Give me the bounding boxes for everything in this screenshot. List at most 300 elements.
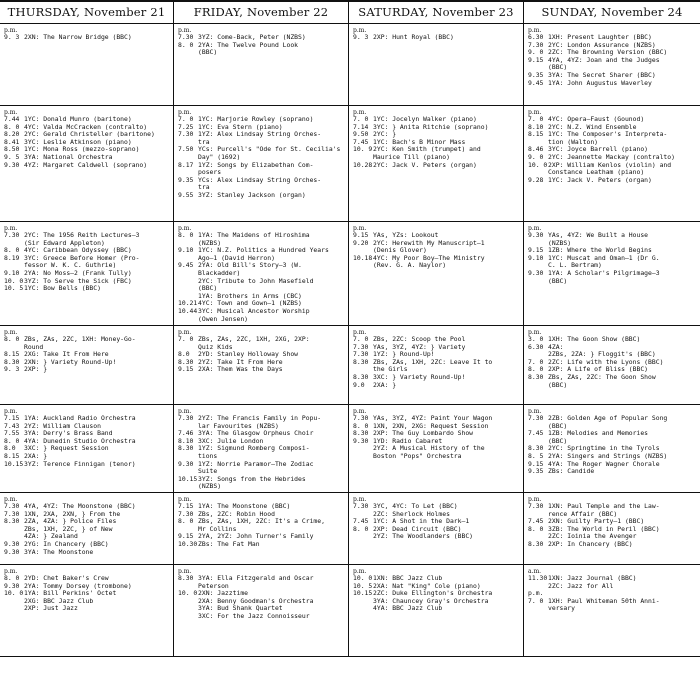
time: 7.15 [178, 502, 194, 510]
programme-line [178, 366, 346, 374]
time: 9.30 [528, 268, 544, 277]
programme-line [528, 518, 698, 526]
listing-cell [524, 24, 700, 106]
programme-line [528, 575, 698, 583]
programme-text: 2YC: Jeannette Mackay (contralto) [548, 153, 675, 161]
programme-line [178, 518, 346, 526]
programme-line [528, 42, 698, 50]
programme-text: 1XN: BBC Jazz Club [373, 575, 443, 582]
programme-line [178, 293, 346, 301]
time: 8.20 [4, 130, 20, 139]
time: 8.17 [178, 160, 194, 169]
listing-cell [524, 405, 700, 493]
day-header-row [0, 0, 700, 24]
listing-cell [0, 493, 174, 565]
listing-cell [0, 222, 174, 326]
programme-text: 2XP: William Kenlos (violin) and [548, 161, 672, 169]
programme-line [178, 116, 346, 124]
time [178, 598, 198, 606]
programme-line [353, 445, 521, 453]
programme-text: 3YA: Bud Shank Quartet [198, 605, 283, 613]
programme-text: 4YA: The Roger Wagner Chorale [548, 460, 660, 468]
period-label: p.m. [353, 408, 367, 415]
listings-grid [0, 24, 700, 657]
time: 9.15 [528, 55, 544, 64]
programme-line [528, 583, 698, 591]
programme-text: Day" (1692) [198, 153, 241, 161]
time: 8.50 [4, 145, 20, 154]
listing-cell [524, 326, 700, 405]
programme-line [178, 240, 346, 248]
programme-text: 2YC: Gerald Christeller (baritone) [24, 131, 155, 139]
programme-text: 2ZA, 4ZA: } Police Files [24, 518, 117, 526]
programme-text: 3YA: National Orchestra [24, 153, 113, 161]
programme-text: tra [198, 138, 210, 146]
programme-text: (BBC) [548, 277, 568, 285]
programme-line [178, 583, 346, 591]
programme-line [178, 511, 346, 519]
programme-text: 1YC: Marjorie Rowley (soprano) [198, 116, 314, 123]
time [178, 49, 198, 57]
programme-line [4, 139, 171, 147]
programme-line [4, 34, 171, 42]
programme-line [4, 533, 171, 541]
programme-text: 3YZ: To Serve the Sick (FBC) [24, 277, 132, 285]
programme-text: (Denis Glover) [373, 247, 427, 255]
time: 7.30 [528, 40, 544, 49]
time: 8. 0 [528, 365, 544, 374]
time: 7.45 [353, 517, 369, 526]
time: 9.10 [528, 253, 544, 262]
listing-cell [349, 106, 524, 222]
time: 7. 0 [178, 335, 194, 343]
programme-text: 1YC: Jocelyn Walker (piano) [373, 116, 477, 123]
programme-line [528, 533, 698, 541]
listing-cell [174, 106, 349, 222]
programme-text: 2XA: Them Was the Days [198, 366, 283, 374]
programme-text: ZBs, ZAs, 2ZC: The Goon Show [548, 373, 656, 381]
programme-line [528, 240, 698, 248]
programme-text: 1XN, 2XA, 2XN, } From the [24, 510, 121, 518]
programme-text: 2XN: Jazztime [198, 590, 249, 598]
programme-line [353, 598, 521, 606]
programme-text: 4YC: Town and Gown—1 (NZBS) [198, 300, 302, 308]
time: 7.45 [528, 517, 544, 526]
time: 9.30 [528, 231, 544, 239]
programme-line [528, 247, 698, 255]
listing-cell [174, 493, 349, 565]
period-label: p.m. [178, 496, 192, 503]
programme-line [4, 336, 171, 344]
programme-text: (BBC) [198, 285, 218, 293]
programme-line [178, 613, 346, 621]
time: 9.15 [353, 231, 369, 239]
time [353, 598, 373, 606]
programme-text: 2YZ: The Francis Family in Popu- [198, 415, 322, 422]
programme-line [528, 351, 698, 359]
listing-cell [349, 565, 524, 657]
period-label: p.m. [528, 225, 542, 232]
programme-text: 1YC: N.Z. Politics a Hundred Years [198, 247, 329, 255]
programme-line [4, 366, 171, 374]
listing-cell [0, 326, 174, 405]
programme-line [353, 533, 521, 541]
programme-line [178, 476, 346, 484]
programme-text: fessor W. K. C. Guthrie) [24, 262, 117, 270]
programme-line [178, 533, 346, 541]
programme-line [528, 154, 698, 162]
time: 8.10 [178, 436, 194, 445]
programme-text: the Girls [373, 366, 408, 374]
programme-line [353, 262, 521, 270]
time [528, 278, 548, 286]
listing-cell [174, 222, 349, 326]
programme-line [353, 438, 521, 446]
time: 8.30 [178, 357, 194, 366]
time [4, 598, 24, 606]
programme-line [178, 262, 346, 270]
programme-line [178, 415, 346, 423]
programme-line [178, 468, 346, 476]
programme-line [528, 64, 698, 72]
time: 7.30 [528, 502, 544, 510]
programme-line [178, 139, 346, 147]
time: 10.15 [178, 474, 198, 483]
programme-line [353, 526, 521, 534]
programme-line [4, 518, 171, 526]
time: 7.30 [178, 414, 194, 422]
time: 8.15 [4, 451, 20, 460]
time [178, 278, 198, 286]
programme-text: 1YA: A Scholar's Pilgrimage—3 [548, 269, 660, 277]
programme-line [4, 511, 171, 519]
time: 9.55 [178, 190, 194, 199]
programme-text: YAs, YZs: Lookout [373, 232, 439, 239]
day-header: SUNDAY, November 24 [541, 5, 683, 19]
programme-line [353, 518, 521, 526]
programme-text: 4YA: Dunedin Studio Orchestra [24, 437, 136, 445]
programme-line [353, 255, 521, 263]
time [4, 526, 24, 534]
programme-text: 1YC: A Shot in the Dark—1 [373, 518, 470, 526]
programme-line [178, 247, 346, 255]
programme-text: 3YZ: Songs from the Hebrides [198, 475, 306, 483]
programme-line [528, 116, 698, 124]
listing-cell [174, 565, 349, 657]
programme-line [528, 415, 698, 423]
programme-text: 2YC: Tribute to John Masefield [198, 277, 314, 285]
programme-text: 3YA: The Glasgow Orpheus Choir [198, 430, 314, 438]
programme-text: 2XP: Dead Circuit (BBC) [373, 525, 462, 533]
programme-text: 2YC: N.Z. Wind Ensemble [548, 123, 637, 131]
time: 8.30 [178, 574, 194, 582]
time: 9.15 [528, 246, 544, 255]
programme-line [353, 336, 521, 344]
programme-line [178, 359, 346, 367]
programme-text: posers [198, 169, 222, 177]
time: 11.30 [528, 574, 548, 582]
programme-text: Blackadder) [198, 269, 241, 277]
programme-text: 1YC: Donald Munro (baritone) [24, 116, 132, 123]
programme-text: 2YA: No Moss—2 (Frank Tully) [24, 269, 132, 277]
programme-text: 1XN: Paul Temple and the Law- [548, 503, 660, 510]
time: 8.19 [4, 253, 20, 262]
programme-line [178, 154, 346, 162]
period-label: p.m. [353, 329, 367, 336]
programme-line [353, 453, 521, 461]
time: 9.28 [528, 175, 544, 184]
programme-text: 3YZ: Come-Back, Peter (NZBS) [198, 34, 306, 41]
programme-text: 1YC: Mona Ross (mezzo-soprano) [24, 146, 140, 154]
programme-text: 4YC: My Poor Boy—The Ministry [373, 254, 485, 262]
time: 9. 0 [528, 48, 544, 57]
programme-text: 4YA: BBC Jazz Club [373, 605, 443, 613]
listing-cell [349, 493, 524, 565]
programme-line [178, 34, 346, 42]
programme-line [4, 351, 171, 359]
time: 9. 3 [353, 33, 369, 41]
programme-text: 3YA: Ella Fitzgerald and Oscar [198, 575, 314, 582]
programme-text: 3YA: The Secret Sharer (BBC) [548, 71, 656, 79]
time: 9.45 [178, 261, 194, 270]
time [353, 533, 373, 541]
programme-line [353, 503, 521, 511]
programme-line [178, 278, 346, 286]
programme-text: 2ZC: The Browning Version (BBC) [548, 49, 668, 57]
programme-text: 2YA: Old Bill's Story—3 (W. [198, 262, 302, 270]
programme-line [4, 590, 171, 598]
programme-text: 2YA: The Twelve Pound Look [198, 41, 299, 49]
programme-line [528, 382, 698, 390]
programme-text: 2YZ: William Clauson [24, 422, 101, 430]
programme-text: C. L. Bertram) [548, 262, 602, 270]
programme-line [528, 262, 698, 270]
period-label: p.m. [4, 496, 18, 503]
programme-text: 2XP: Just Jazz [24, 605, 78, 613]
programme-text: 4YA, 4YZ: Joan and the Judges [548, 56, 660, 64]
day-header: FRIDAY, November 22 [174, 2, 349, 23]
programme-text: 1YA: Bill Perkins' Octet [24, 590, 117, 598]
programme-line [4, 232, 171, 240]
programme-line [178, 232, 346, 240]
listing-cell [174, 24, 349, 106]
time: 7.44 [4, 115, 20, 123]
listing-cell [524, 493, 700, 565]
time: 7.30 [528, 414, 544, 422]
listing-cell [0, 106, 174, 222]
programme-text: 4YC: Valda McCracken (contralto) [24, 123, 148, 131]
time: 10. 5 [353, 581, 373, 590]
time: 7.30 [178, 130, 194, 139]
time: 10.44 [178, 306, 198, 315]
programme-line [353, 605, 521, 613]
programme-line [353, 366, 521, 374]
period-label: p.m. [4, 27, 18, 34]
programme-text: ZBs, ZAs, 2ZC, 1XH, 2XG, 2XP: [198, 336, 310, 343]
programme-text: 1YC: Bow Bells (BBC) [24, 285, 101, 293]
programme-line [353, 146, 521, 154]
time: 8. 0 [178, 40, 194, 49]
listing-cell [174, 405, 349, 493]
programme-line [178, 308, 346, 316]
programme-line [178, 285, 346, 293]
time [178, 483, 198, 491]
time: 8.30 [353, 372, 369, 381]
programme-text: 3YA: Derry's Brass Band [24, 430, 113, 438]
programme-text: 1XN: Jazz Journal (BBC) [548, 575, 637, 582]
time: 7.30 [178, 33, 194, 41]
programme-text: 2XA: Nat "King" Cole (piano) [373, 582, 481, 590]
programme-text: 1YZ: } Round-Up! [373, 351, 435, 359]
time: 7.30 [353, 350, 369, 359]
time: 7.25 [178, 122, 194, 131]
programme-text: 2YC: The 1956 Reith Lectures—3 [24, 232, 140, 239]
programme-text: 2YC: } [373, 131, 397, 139]
programme-line [178, 453, 346, 461]
programme-text: rence Affair (BBC) [548, 510, 618, 518]
time: 7. 0 [528, 596, 544, 605]
programme-line [528, 34, 698, 42]
programme-text: 1YZ: Songs by Elizabethan Com- [198, 161, 314, 169]
programme-text: 3YC: Joyce Barrell (piano) [548, 146, 649, 154]
programme-line [4, 453, 171, 461]
time: 7.30 [4, 509, 20, 518]
listing-cell [0, 405, 174, 493]
programme-text: tion (Walton) [548, 138, 599, 146]
programme-line [178, 503, 346, 511]
programme-text: Round [24, 343, 44, 351]
programme-text: 4YC: Caribbean Odyssey (BBC) [24, 247, 132, 255]
programme-line [528, 423, 698, 431]
programme-text: 2YA: Tommy Dorsey (trombone) [24, 582, 132, 590]
programme-line [528, 177, 698, 185]
time [353, 453, 373, 461]
programme-line [4, 575, 171, 583]
period-label: p.m. [4, 329, 18, 336]
programme-line [178, 590, 346, 598]
time: 8.10 [528, 122, 544, 131]
time: 8.0 [4, 444, 16, 453]
programme-text: 1XH: The Goon Show (BBC) [548, 336, 641, 343]
programme-text: 2YA: Singers and Strings (NZBS) [548, 452, 668, 460]
period-label: p.m. [353, 496, 367, 503]
time [178, 270, 198, 278]
programme-text: 1YZ: Sigmund Romberg Composi- [198, 445, 310, 453]
time: 8.15 [4, 350, 20, 359]
programme-line [178, 351, 346, 359]
programme-text: 2XN: } Variety Round-Up! [24, 358, 117, 366]
programme-line [178, 344, 346, 352]
programme-line [4, 541, 171, 549]
time [353, 262, 373, 270]
programme-text: 2ZC: Duke Ellington's Orchestra [373, 590, 493, 598]
time: 8.30 [178, 444, 194, 453]
programme-text: ZBs: Candide [548, 468, 595, 476]
programme-line [528, 374, 698, 382]
programme-text: 2YG: In Chancery (BBC) [24, 540, 109, 548]
time: 10. 0 [178, 589, 198, 598]
programme-line [178, 423, 346, 431]
programme-line [353, 34, 521, 42]
time: 8.41 [4, 137, 20, 146]
listing-cell [524, 565, 700, 657]
period-label: p.m. [353, 27, 367, 34]
listing-cell [349, 222, 524, 326]
programme-line [4, 124, 171, 132]
programme-text: 3XC: } Variety Round-Up! [373, 373, 466, 381]
time [353, 605, 373, 613]
programme-text: 1XH: Paul Whiteman 50th Anni- [548, 597, 660, 605]
time: 10. 0 [4, 589, 24, 598]
programme-text: 1YC: The Composer's Interpreta- [548, 131, 668, 139]
programme-text: 1YC: Jack V. Peters (organ) [548, 176, 652, 184]
listing-cell [349, 405, 524, 493]
programme-text: 1YC: Muscat and Oman—1 (Dr G. [548, 254, 660, 262]
time: 7.30 [4, 502, 20, 510]
time: 9. 3 [4, 365, 20, 374]
programme-line [528, 139, 698, 147]
programme-line [178, 177, 346, 185]
time: 9.15 [178, 365, 194, 374]
programme-line [528, 605, 698, 613]
time [528, 605, 548, 613]
period-label: p.m. [4, 109, 18, 116]
programme-text: 1YA: Brothers in Arms (CBC) [198, 292, 302, 300]
programme-line [4, 438, 171, 446]
programme-line [353, 124, 521, 132]
programme-text: YCs: Alex Lindsay String Orches- [198, 176, 322, 184]
time: 10.30 [178, 539, 198, 548]
time: 9.50 [353, 130, 369, 139]
programme-line [528, 49, 698, 57]
time: 8.30 [528, 372, 544, 381]
period-label: p.m. [178, 225, 192, 232]
programme-text: 1XH: Present Laughter (BBC) [548, 34, 652, 41]
programme-text: 3YC: Leslie Atkinson (piano) [24, 138, 132, 146]
time: 9.15 [528, 459, 544, 468]
time: 8.30 [353, 429, 369, 438]
period-label: p.m. [528, 27, 542, 34]
time: 7. 0 [178, 115, 194, 123]
programme-line [528, 445, 698, 453]
programme-line [353, 415, 521, 423]
programme-line [178, 131, 346, 139]
programme-text: 2ZC: Ioinia the Avenger [548, 533, 637, 541]
time: 9.35 [528, 70, 544, 79]
time: 8.0 [178, 350, 190, 359]
programme-text: ZBs, 2ZC: Robin Hood [198, 510, 275, 518]
programme-text: 2ZC: Jazz for All [548, 582, 614, 590]
time: 8. 0 [528, 524, 544, 533]
programme-text: (NZBS) [198, 483, 222, 491]
time [178, 316, 198, 324]
programme-line [4, 605, 171, 613]
period-label: p.m. [4, 408, 18, 415]
programme-text: 4YC: Opera—Faust (Gounod) [548, 116, 645, 123]
time: 10. 9 [353, 145, 373, 154]
period-label: p.m. [528, 329, 542, 336]
programme-text: 1XN, 2XN, 2XG: Request Session [373, 422, 489, 430]
time: 9.30 [4, 581, 20, 590]
time: 10. 0 [353, 574, 373, 582]
programme-line [353, 240, 521, 248]
programme-line [353, 247, 521, 255]
programme-line [4, 583, 171, 591]
programme-line [528, 438, 698, 446]
period-label: p.m. [353, 109, 367, 116]
programme-line [178, 146, 346, 154]
listing-cell [0, 565, 174, 657]
